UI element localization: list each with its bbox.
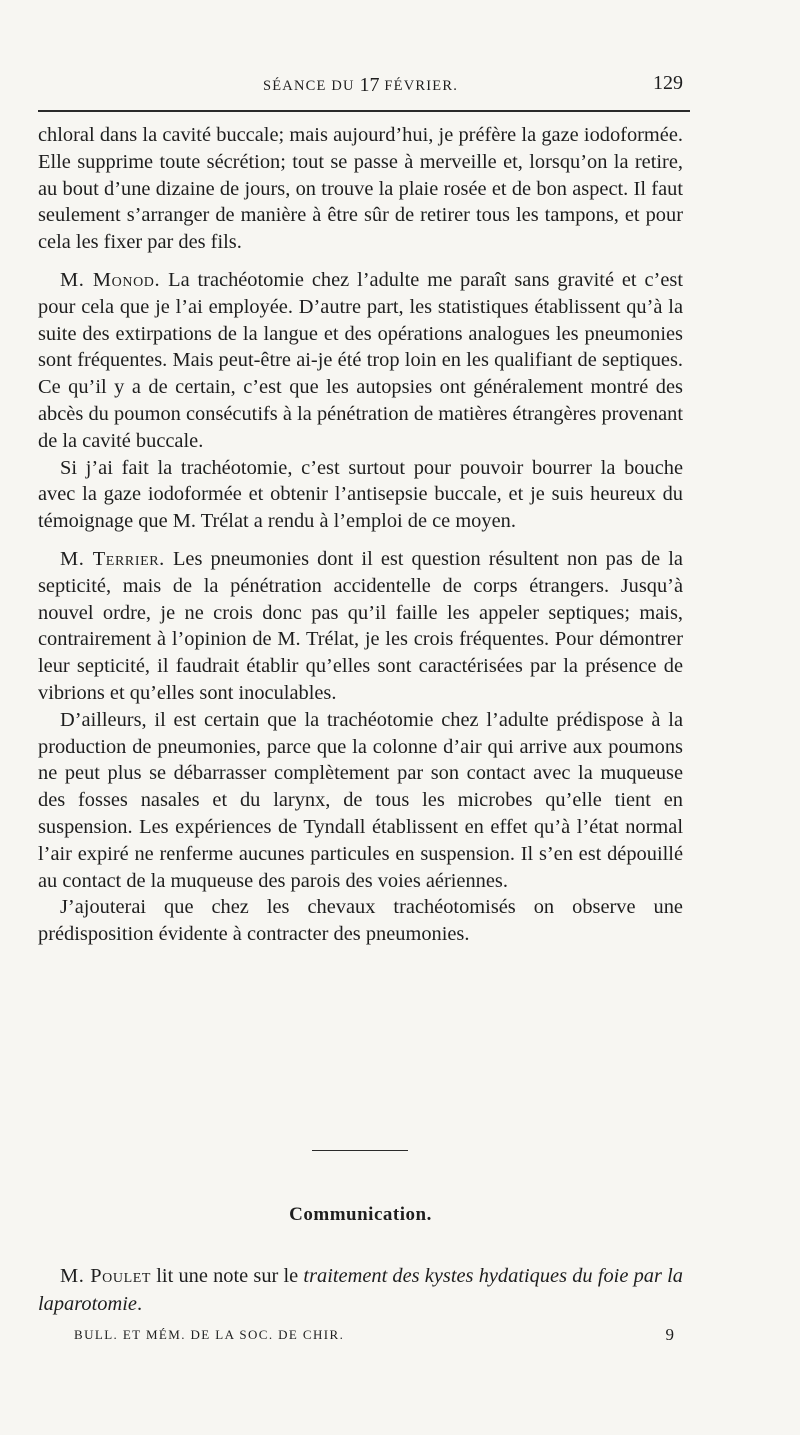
paragraph-communication bbox=[38, 1262, 683, 1318]
paragraph-1: chloral dans la cavité buccale; mais aujourd’hui, je préfère la gaze iodoformée. Elle supprime toute sécrétion; tout se passe à merveille et, lorsqu’on la retire, au bout d’une dizaine de jours, on trouve la plaie rosée et de bon aspect. Il faut seulement s’arranger de manière à être sûr de retirer tous les tampons, et pour cela les fixer par des fils. bbox=[38, 124, 683, 254]
document-page bbox=[38, 0, 683, 1435]
section-heading: Communication. bbox=[289, 1204, 432, 1225]
signature-mark: 9 bbox=[665, 1325, 674, 1344]
header-rule bbox=[38, 110, 690, 112]
paragraph-2-text: La trachéotomie chez l’adulte me paraît sans gravité et c’est pour cela que je l’ai employée. D’autre part, les statistiques établissent qu’à la suite des extirpations de la langue et des opérations analogues les pneumonies sont fréquentes. Mais peut-être ai-je été trop loin en les qualifiant de septiques. Ce qu’il y a de certain, c’est que les autopsies ont généralement montré des abcès du poumon consécutifs à la pénétration de matières étrangères provenant de la cavité buccale. bbox=[38, 268, 683, 452]
paragraph-4 bbox=[38, 546, 683, 707]
speaker-monod: M. Monod. bbox=[60, 268, 161, 291]
page-footer bbox=[74, 1325, 674, 1349]
paragraph-3: Si j’ai fait la trachéotomie, c’est surtout pour pouvoir bourrer la bouche avec la gaze iodoformée et obtenir l’antisepsie buccale, et je suis heureux du témoignage que M. Trélat a rendu à l’emploi de ce moyen. bbox=[38, 456, 683, 533]
paragraph-4-text: Les pneumonies dont il est question résultent non pas de la septicité, mais de la pénétration accidentelle de corps étrangers. Jusqu’à nouvel ordre, je ne crois donc pas qu’il faille les appeler septiques; mais, contrairement à l’opinion de M. Trélat, je les crois fréquentes. Pour démontrer leur septicité, il faudrait établir qu’elles sont caractérisées par la présence de vibrions et qu’elles sont inoculables. bbox=[38, 547, 683, 704]
communication-title: traitement des kystes hydatiques du foie par la laparotomie bbox=[38, 1265, 683, 1315]
journal-reference: BULL. ET MÉM. DE LA SOC. DE CHIR. bbox=[74, 1327, 345, 1342]
paragraph-5: D’ailleurs, il est certain que la trachéotomie chez l’adulte prédispose à la production de pneumonies, parce que la colonne d’air qui arrive aux poumons ne peut plus se débarrasser complètement par son contact avec la muqueuse des fosses nasales et du larynx, de tous les microbes qu’elle tient en suspension. Les expériences de Tyndall établissent en effet qu’à l’état normal l’air expiré ne renferme aucunes particules en suspension. Il s’en est dépouillé au contact de la muqueuse des parois des voies aériennes. bbox=[38, 708, 683, 892]
communication-end: . bbox=[136, 1293, 143, 1315]
communication-text bbox=[38, 1262, 683, 1318]
speaker-terrier: M. Terrier. bbox=[60, 547, 165, 570]
paragraph-2 bbox=[38, 267, 683, 455]
section-divider bbox=[312, 1150, 408, 1151]
communication-lead: lit une note sur le bbox=[156, 1265, 299, 1287]
paragraph-6: J’ajouterai que chez les chevaux trachéotomisés on observe une prédisposition évidente à contracter des pneumonies. bbox=[38, 896, 683, 946]
running-title-suffix: FÉVRIER. bbox=[379, 78, 459, 94]
speaker-poulet: M. Poulet bbox=[60, 1265, 152, 1287]
page-number: 129 bbox=[653, 72, 683, 94]
running-title-prefix: SÉANCE DU bbox=[262, 78, 360, 94]
page-header bbox=[38, 74, 683, 100]
running-title bbox=[38, 74, 683, 97]
running-title-date: 17 bbox=[359, 74, 380, 96]
body-text bbox=[38, 122, 683, 948]
